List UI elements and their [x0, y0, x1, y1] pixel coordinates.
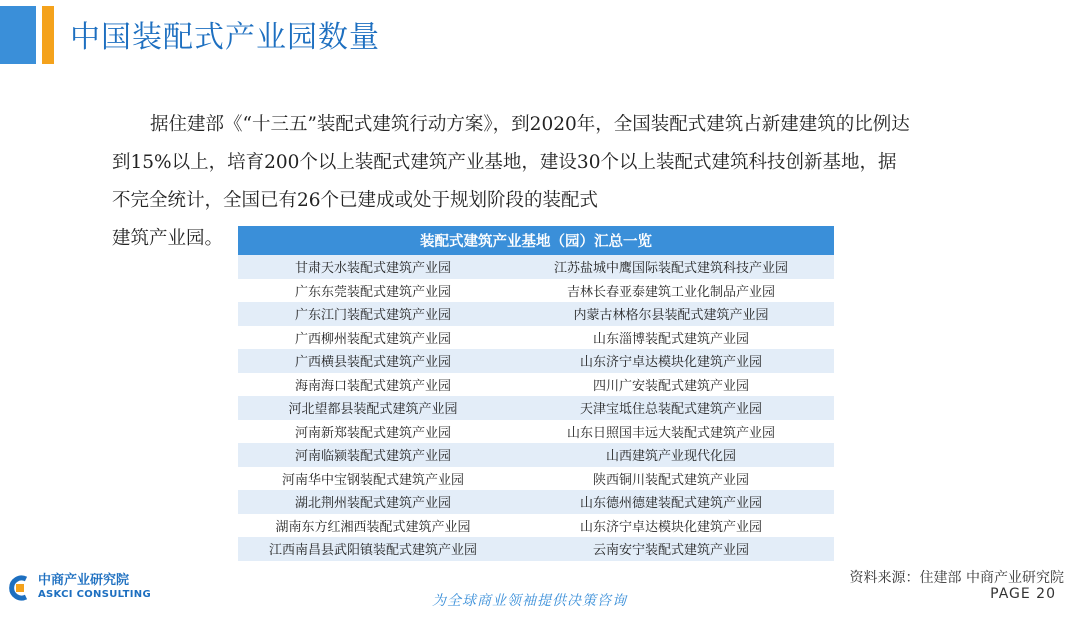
table-row — [238, 467, 834, 491]
footer-slogan: 为全球商业领袖提供决策咨询 — [432, 593, 627, 609]
table-cell-right: 江苏盐城中鹰国际装配式建筑科技产业园 — [553, 261, 788, 277]
table-cell-left: 河北望都县装配式建筑产业园 — [288, 402, 458, 418]
table-row — [238, 396, 834, 420]
table-cell-left: 甘肃天水装配式建筑产业园 — [294, 261, 451, 277]
table-cell-left: 海南海口装配式建筑产业园 — [294, 378, 451, 394]
table-cell-right: 云南安宁装配式建筑产业园 — [592, 543, 749, 559]
table-row — [238, 514, 834, 538]
table-row — [238, 326, 834, 350]
header-accent-bar-orange — [42, 6, 54, 64]
table-cell-left: 河南临颍装配式建筑产业园 — [294, 449, 451, 465]
table-cell-right: 吉林长春亚泰建筑工业化制品产业园 — [566, 284, 775, 300]
table-row — [238, 302, 834, 326]
table-row — [238, 279, 834, 303]
table-body — [238, 255, 834, 561]
table-cell-right: 陕西铜川装配式建筑产业园 — [592, 472, 749, 488]
table-cell-right: 内蒙古林格尔县装配式建筑产业园 — [573, 308, 769, 324]
page-title: 中国装配式产业园数量 — [70, 20, 380, 55]
source-note: 资料来源：住建部 中商产业研究院 — [849, 570, 1064, 586]
table-cell-right: 山西建筑产业现代化园 — [605, 449, 736, 465]
table-cell-left: 江西南昌县武阳镇装配式建筑产业园 — [268, 543, 477, 559]
table-cell-left: 湖南东方红湘西装配式建筑产业园 — [275, 519, 471, 535]
table-title: 装配式建筑产业基地（园）汇总一览 — [238, 226, 834, 255]
table-row — [238, 255, 834, 279]
table-cell-left: 河南华中宝钢装配式建筑产业园 — [281, 472, 464, 488]
table-row — [238, 537, 834, 561]
table-row — [238, 443, 834, 467]
header-accent-bar-blue — [0, 6, 36, 64]
page-number: PAGE 20 — [990, 586, 1056, 602]
logo-text-en: ASKCI CONSULTING — [38, 589, 151, 600]
table-cell-right: 山东淄博装配式建筑产业园 — [592, 331, 749, 347]
table-row — [238, 490, 834, 514]
body-paragraph: 据住建部《“十三五”装配式建筑行动方案》，到2020年，全国装配式建筑占新建建筑的比例达到15%以上，培育200个以上装配式建筑产业基地，建设30个以上装配式建筑科技创新基地，据不完全统计，全国已有26个已建成或处于规划阶段的装配式 — [112, 114, 910, 211]
table-cell-left: 广东江门装配式建筑产业园 — [294, 308, 451, 324]
table-cell-left: 广西横县装配式建筑产业园 — [294, 355, 451, 371]
table-cell-right: 山东德州德建装配式建筑产业园 — [579, 496, 762, 512]
table-cell-right: 天津宝坻住总装配式建筑产业园 — [579, 402, 762, 418]
table-cell-right: 山东济宁卓达模块化建筑产业园 — [579, 519, 762, 535]
table-cell-left: 广西柳州装配式建筑产业园 — [294, 331, 451, 347]
table-cell-right: 山东济宁卓达模块化建筑产业园 — [579, 355, 762, 371]
table-cell-left: 广东东莞装配式建筑产业园 — [294, 284, 451, 300]
company-logo — [6, 574, 151, 602]
table-row — [238, 349, 834, 373]
table-cell-left: 河南新郑装配式建筑产业园 — [294, 425, 451, 441]
logo-mark-icon — [6, 574, 34, 602]
table-cell-right: 四川广安装配式建筑产业园 — [592, 378, 749, 394]
table-cell-left: 湖北荆州装配式建筑产业园 — [294, 496, 451, 512]
body-paragraph-tail: 建筑产业园。 — [112, 228, 224, 249]
industrial-park-table — [238, 226, 834, 561]
table-row — [238, 373, 834, 397]
logo-text-cn: 中商产业研究院 — [38, 573, 130, 588]
table-cell-right: 山东日照国丰远大装配式建筑产业园 — [566, 425, 775, 441]
table-row — [238, 420, 834, 444]
